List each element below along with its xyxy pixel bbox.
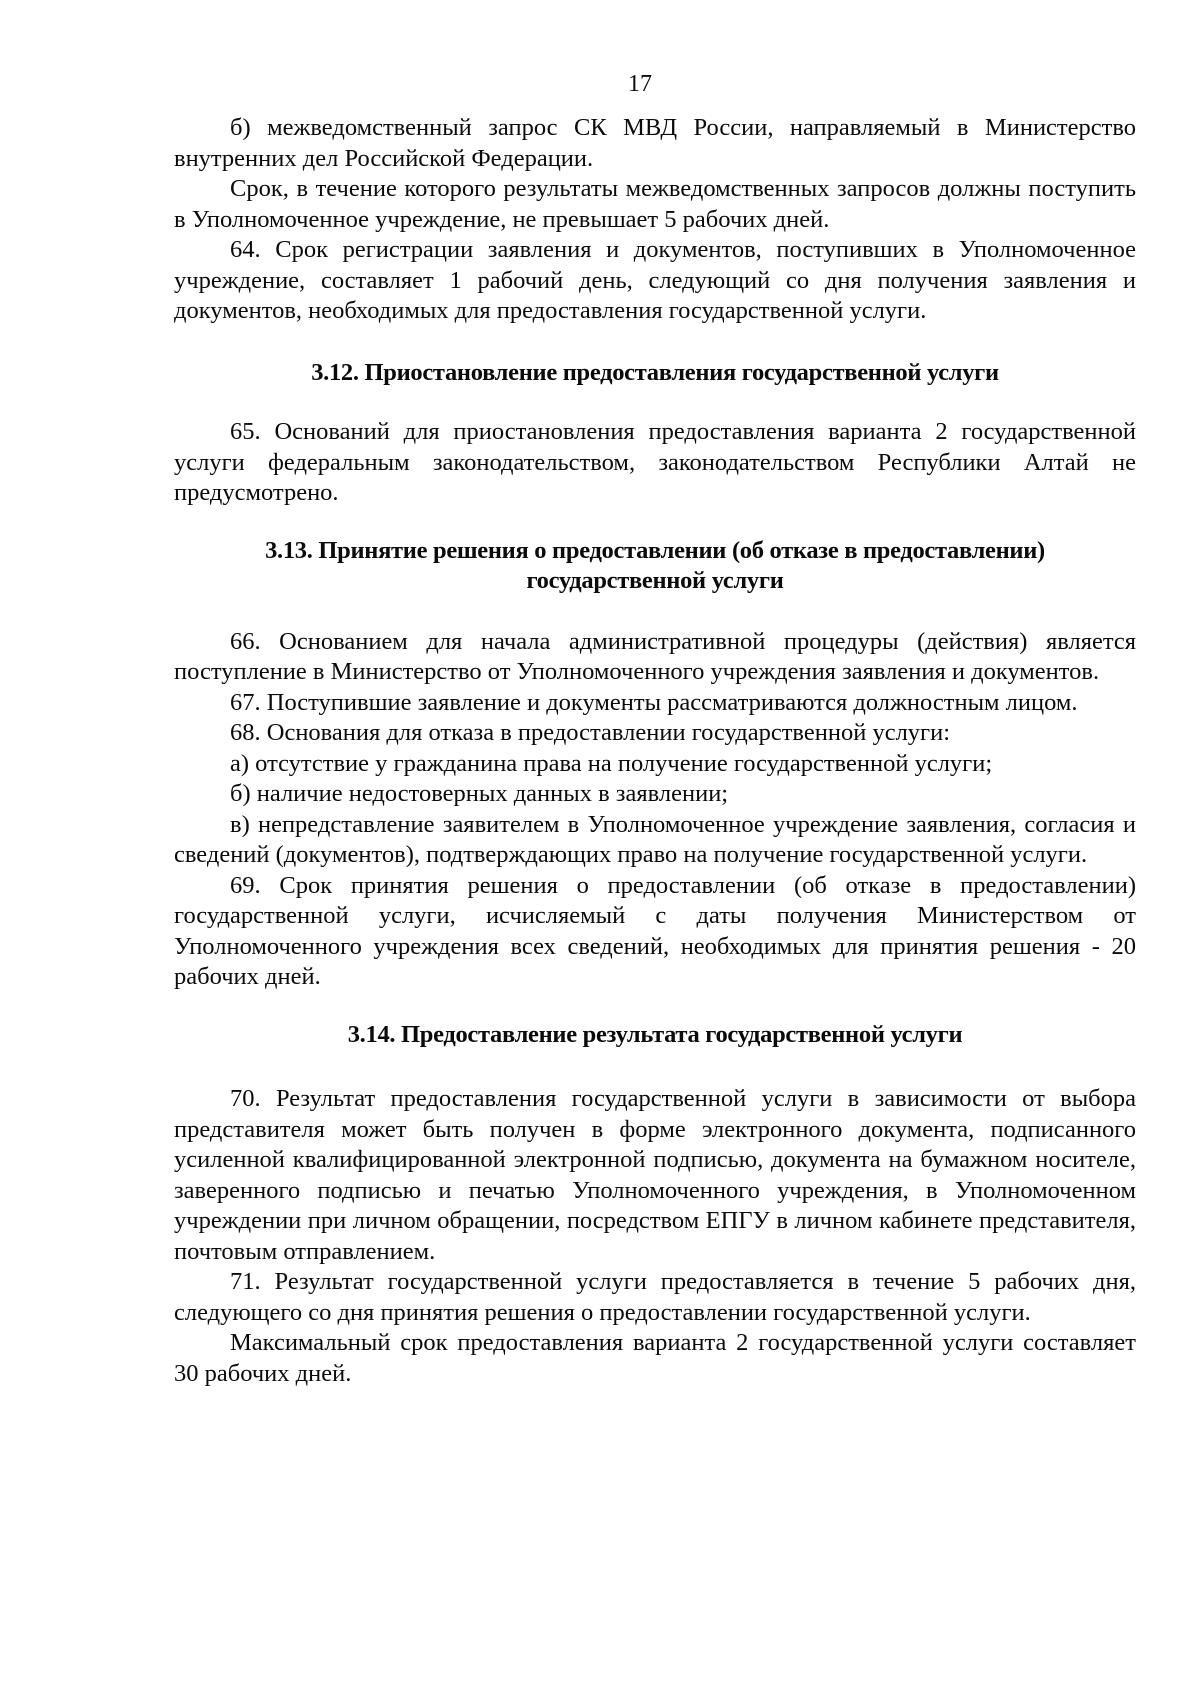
section-heading-3-14 (174, 1020, 1136, 1051)
list-item-b: б) наличие недостоверных данных в заявлении; (230, 780, 729, 807)
section-heading-3-13-line-2: государственной услуги (526, 567, 784, 594)
paragraph-65: 65. Оснований для приостановления предоставления варианта 2 государственной услуги федеральным законодательством, законодательством Республики Алтай не предусмотрено. (174, 418, 1136, 506)
section-heading-3-14-line: 3.14. Предоставление результата государственной услуги (347, 1020, 963, 1048)
list-item-a: а) отсутствие у гражданина права на получение государственной услуги; (230, 749, 993, 777)
section-heading-3-13-line-1: 3.13. Принятие решения о предоставлении (об отказе в предоставлении) (265, 536, 1045, 564)
paragraph-request-deadline: Срок, в течение которого результаты межведомственных запросов должны поступить в Уполномоченное учреждение, не превышает 5 рабочих дней. (174, 175, 1136, 233)
paragraph-66: 66. Основанием для начала административной процедуры (действия) является поступление в Министерство от Уполномоченного учреждения заявления и документов. (174, 627, 1136, 685)
paragraph-67: 67. Поступившие заявление и документы рассматриваются должностным лицом. (230, 688, 1078, 716)
paragraph-b-interagency-request: б) межведомственный запрос СК МВД России, направляемый в Министерство внутренних дел Российской Федерации. (174, 114, 1136, 172)
paragraph-max-term: Максимальный срок предоставления варианта 2 государственной услуги составляет 30 рабочих дней. (174, 1329, 1136, 1387)
paragraph-64: 64. Срок регистрации заявления и документов, поступивших в Уполномоченное учреждение, составляет 1 рабочий день, следующий со дня получения заявления и документов, необходимых для предоставления государственной услуги. (174, 236, 1136, 324)
list-item-v: в) непредставление заявителем в Уполномоченное учреждение заявления, согласия и сведений (документов), подтверждающих право на получение государственной услуги. (174, 810, 1136, 868)
page-number: 17 (628, 71, 652, 97)
paragraph-71: 71. Результат государственной услуги предоставляется в течение 5 рабочих дня, следующего со дня принятия решения о предоставлении государственной услуги. (174, 1268, 1136, 1326)
section-heading-3-13 (174, 536, 1136, 597)
paragraph-70: 70. Результат предоставления государственной услуги в зависимости от выбора представителя может быть получен в форме электронного документа, подписанного усиленной квалифицированной электронной подписью, документа на бумажном носителе, заверенного подписью и печатью Уполномоченного учреждения, в Уполномоченном учреждении при личном обращении, посредством ЕПГУ в личном кабинете представителя, почтовым отправлением. (174, 1085, 1136, 1265)
section-heading-3-12 (174, 358, 1136, 389)
section-heading-3-12-line: 3.12. Приостановление предоставления государственной услуги (311, 358, 999, 386)
paragraph-69: 69. Срок принятия решения о предоставлении (об отказе в предоставлении) государственной услуги, исчисляемый с даты получения Министерством от Уполномоченного учреждения всех сведений, необходимых для принятия решения - 20 рабочих дней. (174, 871, 1136, 990)
paragraph-68: 68. Основания для отказа в предоставлении государственной услуги: (230, 719, 951, 746)
document-body (174, 113, 1136, 1389)
